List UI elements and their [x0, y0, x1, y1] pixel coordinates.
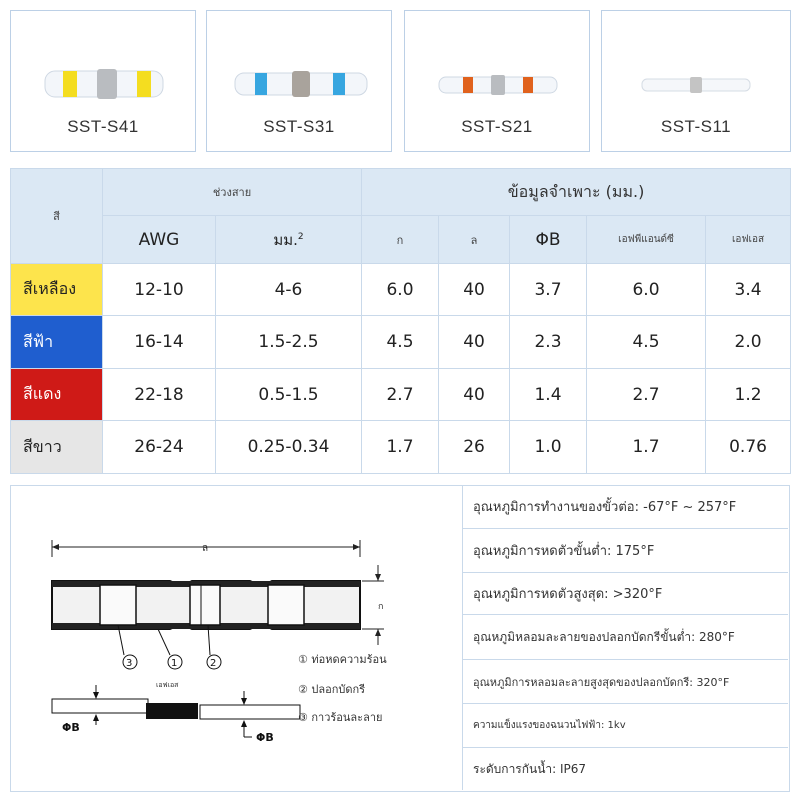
cell-fpc: 2.7 — [587, 368, 706, 421]
wire-right — [200, 705, 300, 719]
header-l: ล — [439, 216, 510, 263]
cell-l: 40 — [439, 368, 510, 421]
cell-phib: 2.3 — [510, 316, 587, 369]
phib-label-right: ΦB — [256, 731, 274, 744]
cell-k: 1.7 — [362, 421, 439, 474]
product-label: SST-S31 — [263, 117, 335, 136]
cell-fs: 3.4 — [706, 263, 791, 316]
arrow-head — [375, 574, 381, 581]
connector-diagram — [10, 485, 462, 790]
table-row — [11, 368, 791, 421]
cell-mm2: 1.5-2.5 — [216, 316, 362, 369]
cell-fs: 0.76 — [706, 421, 791, 474]
cell-awg: 22-18 — [103, 368, 216, 421]
arrow-head — [93, 692, 99, 699]
arrow-head — [353, 544, 360, 550]
arrow-head — [52, 544, 59, 550]
cell-mm2: 4-6 — [216, 263, 362, 316]
row-color-yellow: สีเหลือง — [11, 263, 103, 316]
legend-text: ท่อหดความร้อน — [311, 653, 387, 666]
param-dielectric-strength: ความแข็งแรงของฉนวนไฟฟ้า: 1kv — [462, 704, 788, 748]
arrow-head — [241, 720, 247, 727]
param-max-solder-melt: อุณหภูมิการหลอมละลายสูงสุดของปลอกบัดกรี: 320°F — [462, 660, 788, 704]
cell-phib: 1.0 — [510, 421, 587, 474]
fs-label: เอฟเอส — [156, 681, 179, 689]
legend-item — [298, 650, 387, 668]
legend-text: ปลอกบัดกรี — [311, 683, 366, 696]
arrow-head — [241, 698, 247, 705]
header-fs: เอฟเอส — [706, 216, 791, 263]
cell-fpc: 1.7 — [587, 421, 706, 474]
dim-k-label: ก — [378, 602, 384, 612]
callout-2: 2 — [210, 658, 217, 669]
product-label: SST-S41 — [67, 117, 139, 136]
param-operating-temp: อุณหภูมิการทำงานของขั้วต่อ: -67°F ~ 257°F — [462, 485, 788, 529]
cell-fpc: 4.5 — [587, 316, 706, 369]
legend-item — [298, 708, 382, 726]
header-color: สี — [11, 169, 103, 264]
cell-k: 6.0 — [362, 263, 439, 316]
header-phib: ΦB — [510, 216, 587, 263]
cell-fs: 2.0 — [706, 316, 791, 369]
cell-fs: 1.2 — [706, 368, 791, 421]
header-spec-title: ข้อมูลจำเพาะ (มม.) — [362, 169, 791, 216]
solder-body — [146, 703, 198, 719]
row-color-red: สีแดง — [11, 368, 103, 421]
spec-table — [10, 168, 791, 474]
row-color-white: สีขาว — [11, 421, 103, 474]
header-fpc: เอฟพีแอนด์ซี — [587, 216, 706, 263]
table-row — [11, 316, 791, 369]
product-label: SST-S11 — [660, 117, 732, 136]
cell-fpc: 6.0 — [587, 263, 706, 316]
param-min-shrink-temp: อุณหภูมิการหดตัวขั้นต่ำ: 175°F — [462, 529, 788, 573]
product-card-s21 — [404, 10, 590, 152]
cell-k: 2.7 — [362, 368, 439, 421]
arrow-head — [375, 629, 381, 636]
dim-l-label: ล — [202, 543, 209, 554]
cell-phib: 3.7 — [510, 263, 587, 316]
cell-l: 40 — [439, 316, 510, 369]
cell-phib: 1.4 — [510, 368, 587, 421]
row-color-blue: สีฟ้า — [11, 316, 103, 369]
legend-number: ① — [298, 653, 308, 666]
callout-3: 3 — [126, 658, 133, 669]
wire-left — [52, 699, 148, 713]
glue-ring-left — [100, 585, 136, 625]
cell-mm2: 0.5-1.5 — [216, 368, 362, 421]
product-card-s11 — [601, 10, 791, 152]
cell-awg: 26-24 — [103, 421, 216, 474]
cell-k: 4.5 — [362, 316, 439, 369]
product-card-s41 — [10, 10, 196, 152]
legend-text: กาวร้อนละลาย — [311, 711, 383, 724]
table-row — [11, 421, 791, 474]
param-max-shrink-temp: อุณหภูมิการหดตัวสูงสุด: >320°F — [462, 573, 788, 615]
header-mm2: มม.$^2$ — [216, 216, 362, 263]
arrow-head — [93, 714, 99, 721]
header-k: ก — [362, 216, 439, 263]
param-min-solder-melt: อุณหภูมิหลอมละลายของปลอกบัดกรีขั้นต่ำ: 280°F — [462, 615, 788, 660]
header-wire-range: ช่วงสาย — [103, 169, 362, 216]
glue-ring-right — [268, 585, 304, 625]
cell-mm2: 0.25-0.34 — [216, 421, 362, 474]
cell-awg: 16-14 — [103, 316, 216, 369]
cell-l: 40 — [439, 263, 510, 316]
product-card-s31 — [206, 10, 392, 152]
callout-leader-1 — [158, 629, 170, 655]
product-label: SST-S21 — [461, 117, 533, 136]
callout-1: 1 — [171, 658, 178, 669]
legend-item — [298, 680, 365, 698]
phib-label-left: ΦB — [62, 721, 80, 734]
cell-l: 26 — [439, 421, 510, 474]
param-waterproof-rating: ระดับการกันน้ำ: IP67 — [462, 748, 788, 790]
legend-number: ② — [298, 683, 308, 696]
table-row — [11, 263, 791, 316]
cell-awg: 12-10 — [103, 263, 216, 316]
header-awg: AWG — [103, 216, 216, 263]
solder-sleeve — [190, 585, 220, 625]
legend-number: ③ — [298, 711, 308, 724]
parameters-list — [462, 485, 788, 790]
